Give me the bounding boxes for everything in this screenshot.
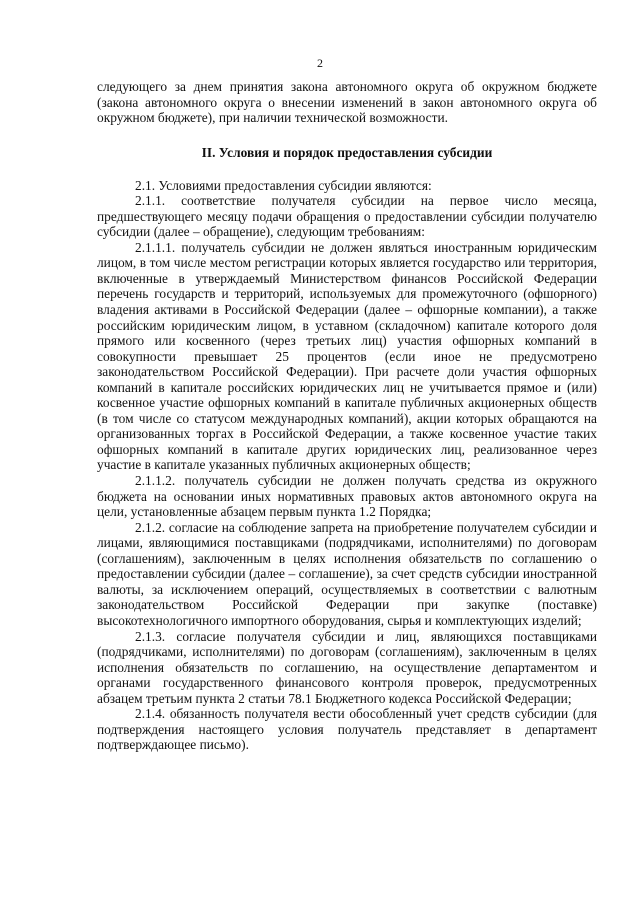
paragraph-2-1-3: 2.1.3. согласие получателя субсидии и лиц, являющихся поставщиками (подрядчиками, исполнителями) по договорам (соглашениям), заключенным в целях исполнения обязательств по соглашению, на осуществление департаментом и органами государственного финансового контроля проверок, предусмотренных абзацем третьим пункта 2 статьи 78.1 Бюджетного кодекса Российской Федерации; [97, 628, 597, 706]
page-number: 2 [317, 56, 323, 70]
paragraph-2-1-1-1: 2.1.1.1. получатель субсидии не должен являться иностранным юридическим лицом, в том числе местом регистрации которых является государство или территория, включенные в утверждаемый Министерством финансов Российской Федерации перечень государств и территорий, используемых для промежуточного (офшорного) владения активами в Российской Федерации (далее – офшорные компании), а также российским юридическим лицом, в уставном (складочном) капитале которого доля прямого или косвенного (через третьих лиц) участия офшорных компаний в совокупности превышает 25 процентов (если иное не предусмотрено законодательством Российской Федерации). При расчете доли участия офшорных компаний в капитале российских юридических лиц не учитывается прямое и (или) косвенное участие офшорных компаний в капитале публичных акционерных обществ (в том числе со статусом международных компаний), акции которых обращаются на организованных торгах в Российской Федерации, а также косвенное участие таких офшорных компаний в капитале других юридических лиц, реализованное через участие в капитале указанных публичных акционерных обществ; [97, 239, 597, 473]
paragraph-2-1-1-2: 2.1.1.2. получатель субсидии не должен получать средства из окружного бюджета на основании иных нормативных правовых актов автономного округа на цели, установленные абзацем первым пункта 1.2 Порядка; [97, 473, 597, 520]
paragraph-2-1: 2.1. Условиями предоставления субсидии являются: [135, 177, 432, 193]
document-body [97, 79, 597, 753]
paragraph-2-1-4: 2.1.4. обязанность получателя вести обособленный учет средств субсидии (для подтверждения настоящего условия получатель представляет в департамент подтверждающее письмо). [97, 706, 597, 753]
section-heading: II. Условия и порядок предоставления субсидии [201, 144, 493, 160]
paragraph-continuation: следующего за днем принятия закона автономного округа об окружном бюджете (закона автономного округа о внесении изменений в закон автономного округа об окружном бюджете), при наличии технической возможности. [97, 79, 597, 126]
paragraph-2-1-1: 2.1.1. соответствие получателя субсидии на первое число месяца, предшествующего месяцу подачи обращения о предоставлении субсидии получателю субсидии (далее – обращение), следующим требованиям: [97, 193, 597, 240]
paragraph-2-1-2: 2.1.2. согласие на соблюдение запрета на приобретение получателем субсидии и лицами, являющимися поставщиками (подрядчиками, исполнителями) по договорам (соглашениям), заключенным в целях исполнения обязательств по соглашению о предоставлении субсидии (далее – соглашение), за счет средств субсидии иностранной валюты, за исключением операций, осуществляемых в соответствии с валютным законодательством Российской Федерации при закупке (поставке) высокотехнологичного импортного оборудования, сырья и комплектующих изделий; [97, 519, 597, 628]
